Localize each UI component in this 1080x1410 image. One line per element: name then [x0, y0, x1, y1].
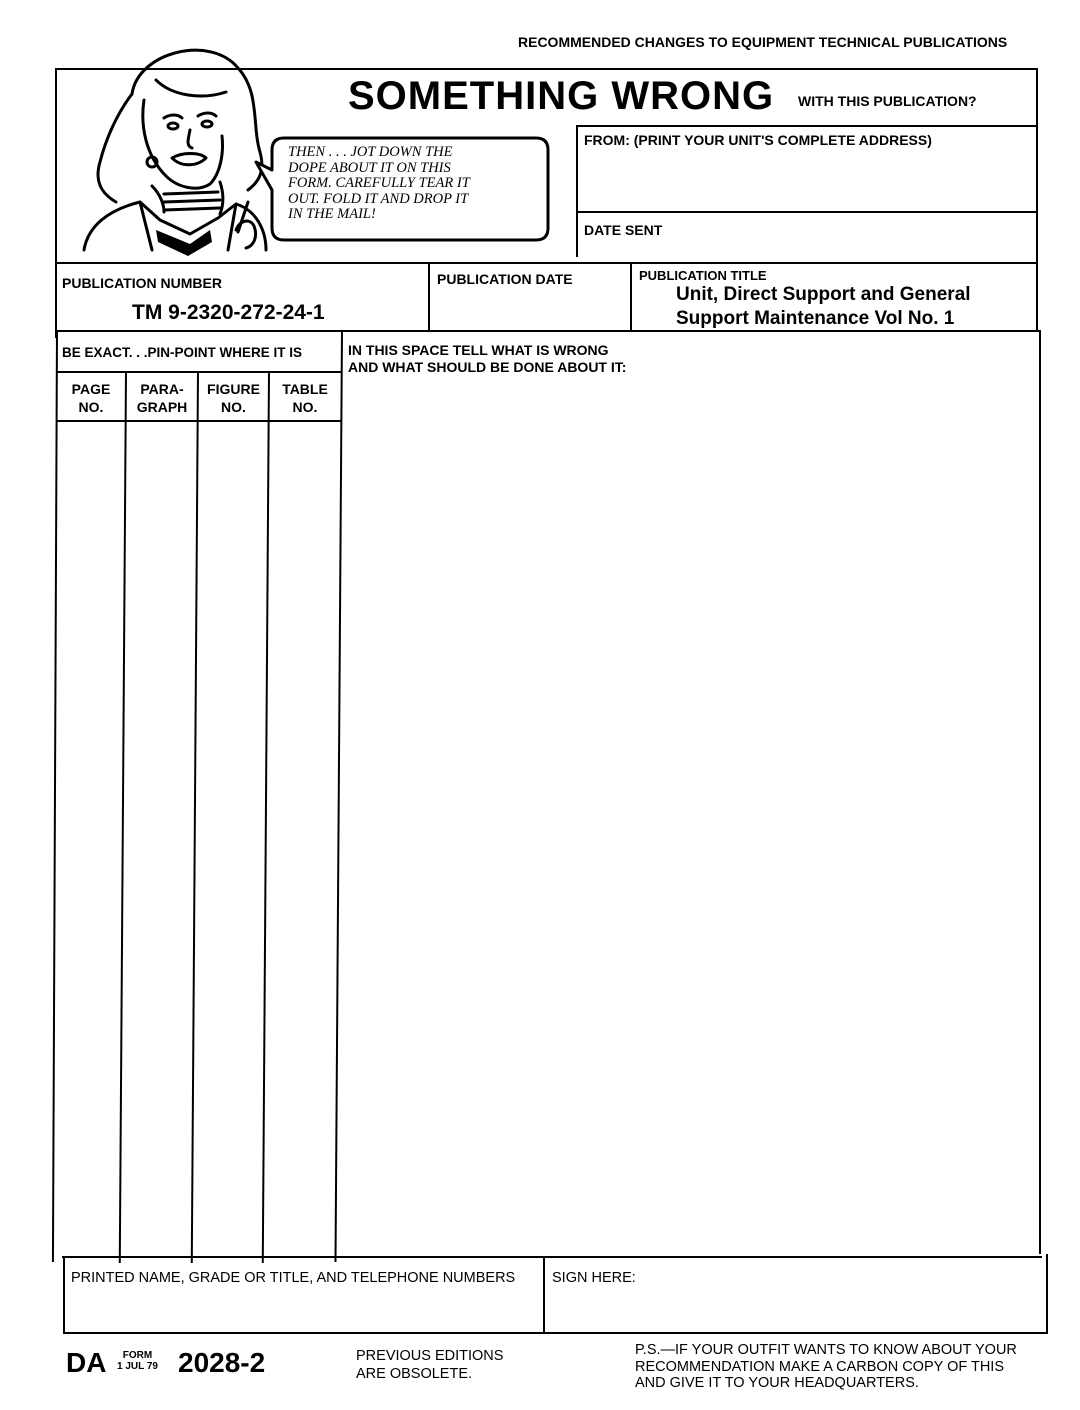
form-edition — [117, 1350, 158, 1372]
speech-bubble-text — [288, 145, 470, 223]
signature-row-bottom — [64, 1332, 1048, 1334]
publication-number-label: PUBLICATION NUMBER — [62, 275, 222, 291]
date-sent-field[interactable] — [666, 215, 1034, 255]
pub-row-bottom — [55, 330, 1040, 332]
from-box-left — [576, 125, 578, 257]
ps-line: AND GIVE IT TO YOUR HEADQUARTERS. — [635, 1375, 919, 1391]
form-title-suffix: WITH THIS PUBLICATION? — [798, 93, 977, 109]
publication-title-line2[interactable]: Support Maintenance Vol No. 1 — [676, 308, 955, 329]
ps-note — [635, 1342, 1017, 1392]
column-header-table — [270, 380, 340, 416]
publication-title-line1[interactable]: Unit, Direct Support and General — [676, 284, 971, 305]
pinpoint-label: BE EXACT. . .PIN-POINT WHERE IT IS — [62, 345, 303, 360]
sign-here-label: SIGN HERE: — [552, 1270, 636, 1286]
pub-divider-1 — [428, 262, 430, 332]
form-number: 2028-2 — [178, 1347, 266, 1378]
bubble-line: THEN . . . JOT DOWN THE — [288, 144, 453, 160]
form-da-mark: DA — [66, 1347, 107, 1378]
description-label — [348, 342, 626, 376]
column-header-text: NO. — [221, 399, 246, 415]
column-header-text: NO. — [78, 399, 104, 415]
frame-left — [55, 68, 57, 338]
from-address-field[interactable] — [580, 152, 1034, 208]
previous-line: ARE OBSOLETE. — [356, 1366, 473, 1382]
pinpoint-label-underline — [57, 371, 342, 373]
printed-name-field[interactable] — [68, 1292, 540, 1330]
signature-divider — [543, 1256, 545, 1334]
pub-row-top — [55, 262, 1038, 264]
from-box-top — [576, 125, 1038, 127]
column-header-text: TABLE — [282, 381, 328, 397]
column-header-text: PARA- — [140, 381, 184, 397]
printed-name-label: PRINTED NAME, GRADE OR TITLE, AND TELEPHONE NUMBERS — [71, 1270, 516, 1286]
previous-editions-note — [356, 1347, 503, 1383]
bubble-line: FORM. CAREFULLY TEAR IT — [288, 175, 470, 191]
publication-title-label: PUBLICATION TITLE — [639, 268, 767, 283]
publication-date-label: PUBLICATION DATE — [437, 271, 573, 287]
signature-right-border — [1046, 1254, 1048, 1334]
form-caption: RECOMMENDED CHANGES TO EQUIPMENT TECHNICAL PUBLICATIONS — [518, 34, 1008, 50]
column-header-text: FIGURE — [207, 381, 260, 397]
previous-line: PREVIOUS EDITIONS — [356, 1348, 504, 1364]
ps-line: RECOMMENDATION MAKE A CARBON COPY OF THIS — [635, 1358, 1004, 1375]
description-label-line: IN THIS SPACE TELL WHAT IS WRONG — [348, 342, 609, 358]
signature-field[interactable] — [548, 1290, 1042, 1330]
from-label: FROM: (PRINT YOUR UNIT'S COMPLETE ADDRESS) — [584, 132, 932, 148]
body-left-border — [52, 330, 58, 1262]
column-header-figure — [199, 380, 268, 416]
column-header-page — [58, 380, 124, 416]
paragraph-column-field[interactable] — [129, 424, 195, 1258]
signature-left-border — [63, 1256, 65, 1334]
frame-right — [1036, 68, 1038, 330]
body-right-border — [1039, 330, 1041, 1254]
figure-no-column-field[interactable] — [201, 424, 266, 1258]
bubble-line: DOPE ABOUT IT ON THIS — [288, 159, 451, 176]
column-header-paragraph — [127, 380, 197, 416]
description-textarea[interactable] — [348, 382, 1034, 1254]
publication-date-field[interactable] — [434, 292, 626, 328]
form-title: SOMETHING WRONG — [348, 74, 775, 118]
form-date: 1 JUL 79 — [117, 1361, 158, 1372]
ps-line: P.S.—IF YOUR OUTFIT WANTS TO KNOW ABOUT YOUR — [635, 1342, 1017, 1358]
bubble-line: OUT. FOLD IT AND DROP IT — [288, 190, 469, 207]
publication-number-value[interactable]: TM 9-2320-272-24-1 — [132, 301, 325, 324]
page-no-column-field[interactable] — [60, 424, 124, 1258]
date-sent-label: DATE SENT — [584, 222, 663, 238]
signature-row-top — [62, 1256, 1042, 1258]
column-header-text: PAGE — [71, 381, 111, 397]
column-header-text: NO. — [292, 399, 318, 415]
bubble-line: IN THE MAIL! — [288, 206, 376, 222]
form-word: FORM — [122, 1350, 153, 1361]
pub-divider-2 — [630, 262, 632, 332]
from-box-divider — [576, 211, 1038, 213]
column-header-text: GRAPH — [136, 399, 188, 415]
description-label-line: AND WHAT SHOULD BE DONE ABOUT IT: — [348, 359, 627, 375]
table-no-column-field[interactable] — [272, 424, 338, 1258]
column-header-underline — [57, 420, 342, 422]
